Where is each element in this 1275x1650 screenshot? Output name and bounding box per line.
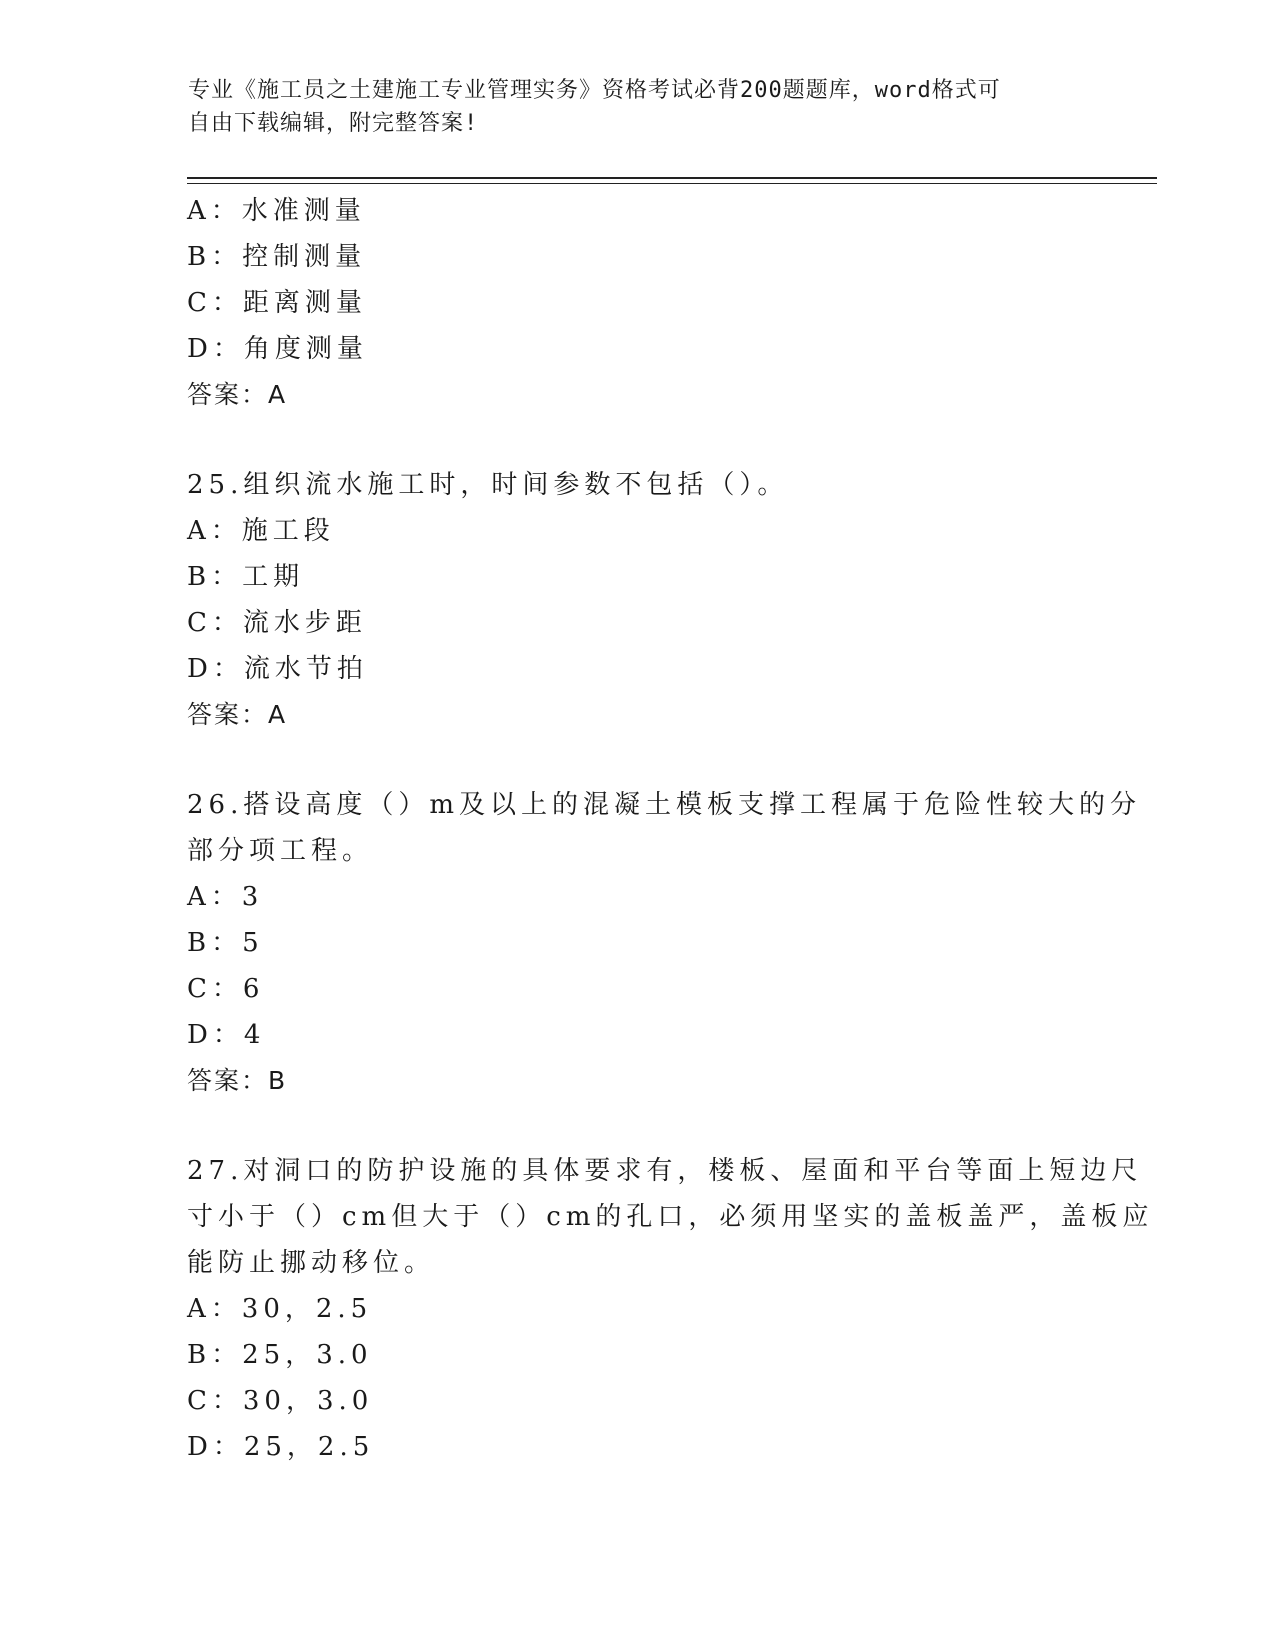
question-list [187, 188, 1154, 1470]
option-d: D：角度测量 [187, 334, 368, 364]
question-text-line1: 27.对洞口的防护设施的具体要求有，楼板、屋面和平台等面上短边尺 [187, 1156, 1143, 1186]
question-text-line2: 寸小于（）cm但大于（）cm的孔口，必须用坚实的盖板盖严，盖板应 [187, 1202, 1154, 1232]
question-text: 25.组织流水施工时，时间参数不包括（）。 [187, 470, 789, 500]
option-d: D：4 [187, 1020, 266, 1050]
header-divider-thick [187, 177, 1157, 179]
document-header [188, 74, 1068, 140]
option-b: B：5 [187, 928, 264, 958]
question-block-24 [187, 188, 1087, 418]
header-divider-thin [187, 183, 1157, 184]
option-d: D：流水节拍 [187, 654, 368, 684]
option-b: B：工期 [187, 562, 305, 592]
answer-line: 答案：B [187, 1066, 288, 1095]
question-block-27 [187, 1148, 1154, 1470]
option-d: D：25，2.5 [187, 1432, 375, 1462]
header-title-line2: 自由下载编辑，附完整答案! [188, 111, 479, 136]
option-b: B：控制测量 [187, 242, 367, 272]
option-c: C：6 [187, 974, 265, 1004]
option-a: A：水准测量 [187, 196, 366, 226]
option-a: A：施工段 [187, 516, 335, 546]
option-c: C：流水步距 [187, 608, 367, 638]
answer-line: 答案：A [187, 700, 288, 729]
header-title-line1: 专业《施工员之土建施工专业管理实务》资格考试必背200题题库，word格式可 [188, 78, 1001, 103]
option-c: C：距离测量 [187, 288, 367, 318]
question-block-26 [187, 782, 1142, 1104]
question-text-line1: 26.搭设高度（）m及以上的混凝土模板支撑工程属于危险性较大的分 [187, 790, 1142, 820]
option-a: A：30，2.5 [187, 1294, 373, 1324]
question-text-line2: 部分项工程。 [187, 836, 374, 866]
question-block-25 [187, 462, 1087, 738]
option-a: A：3 [187, 882, 264, 912]
option-b: B：25，3.0 [187, 1340, 373, 1370]
option-c: C：30，3.0 [187, 1386, 374, 1416]
answer-line: 答案：A [187, 380, 288, 409]
question-text-line3: 能防止挪动移位。 [187, 1248, 436, 1278]
